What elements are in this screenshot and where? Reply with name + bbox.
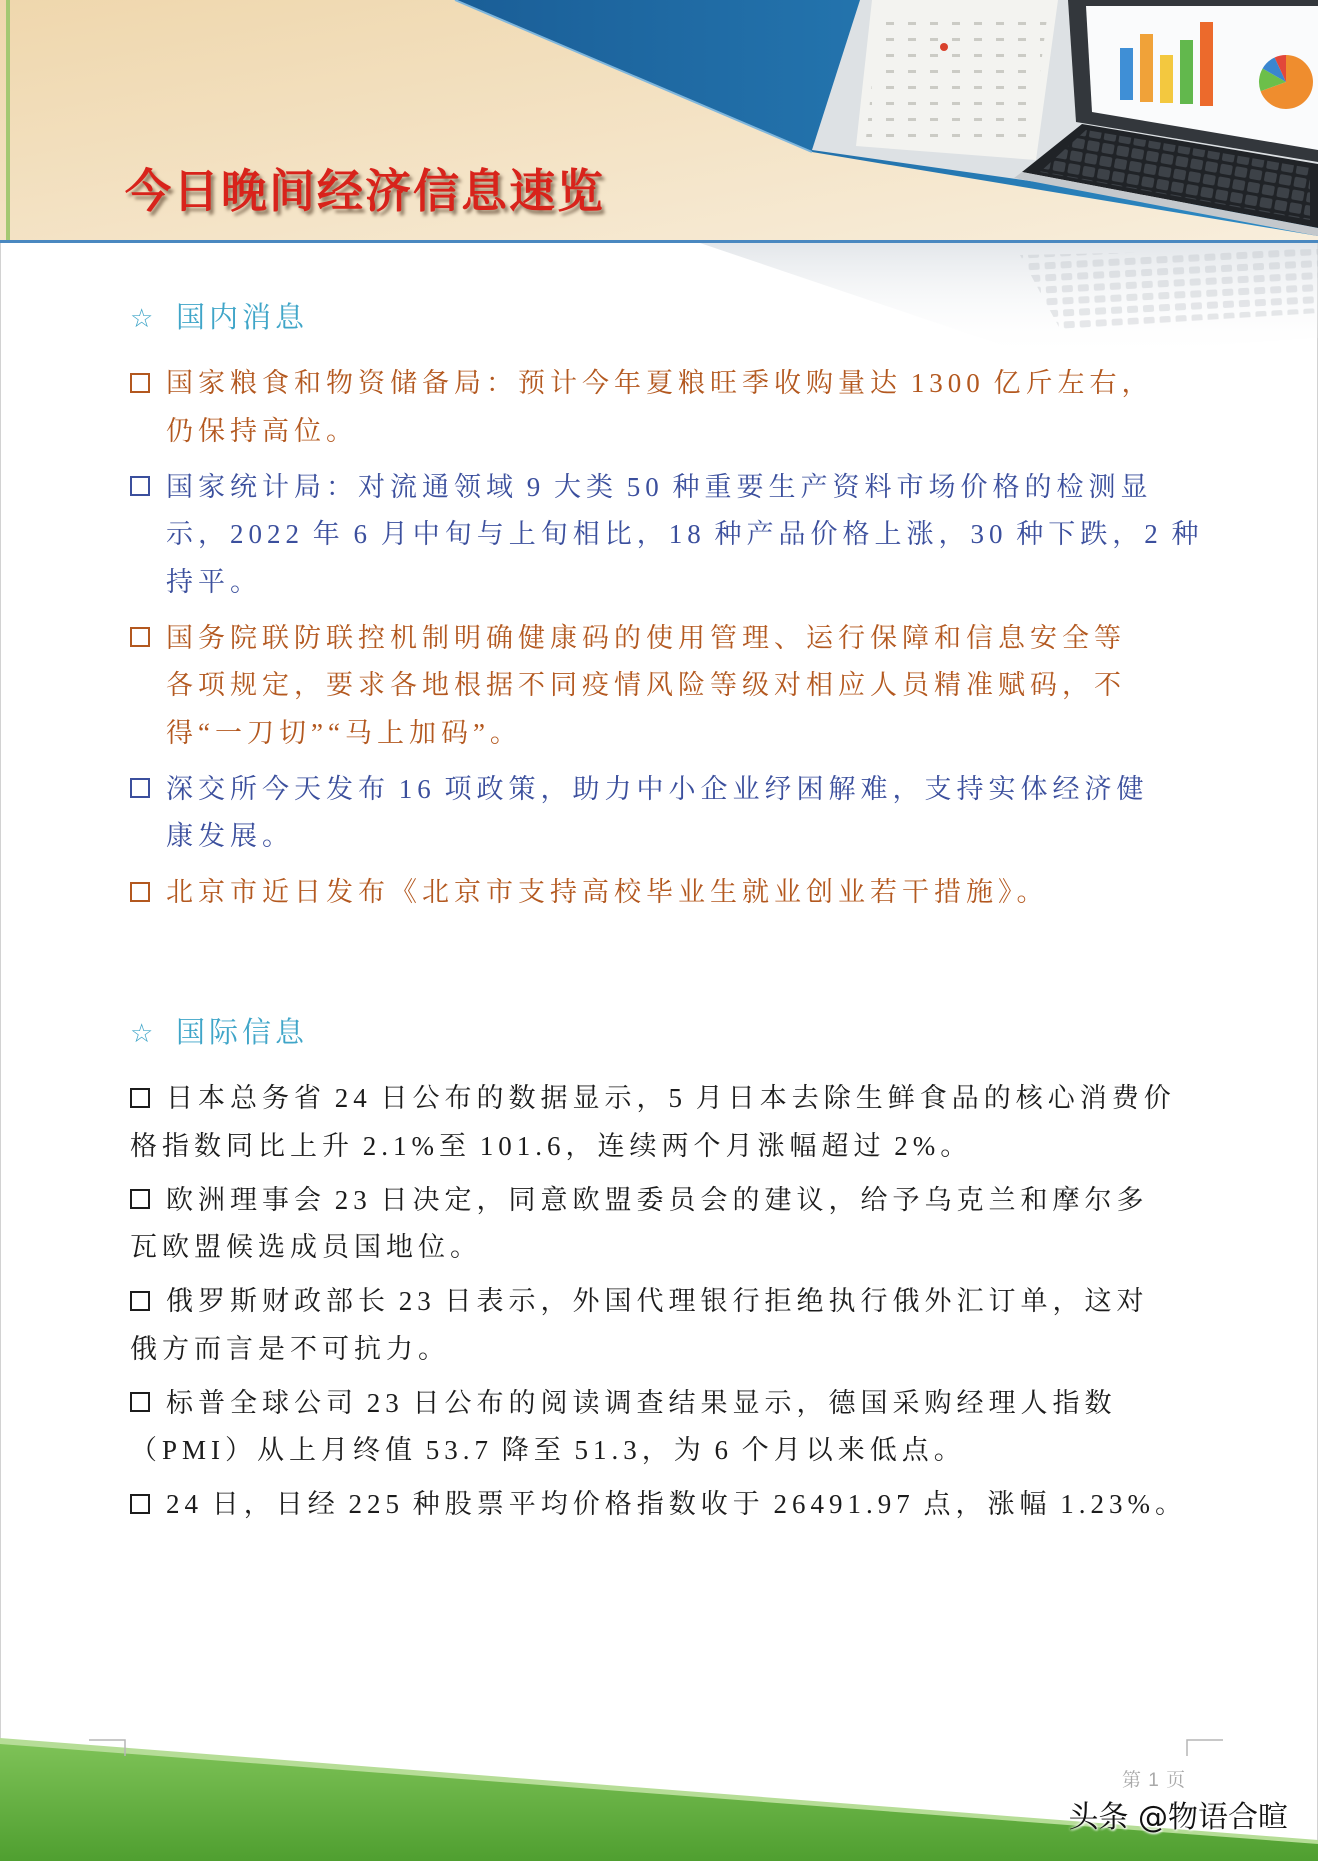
checkbox-square-icon bbox=[130, 627, 150, 647]
news-item-line bbox=[130, 1326, 1250, 1374]
news-item-line bbox=[130, 1177, 1250, 1225]
domestic-news-item bbox=[130, 360, 1250, 455]
news-item-text: 瓦欧盟候选成员国地位。 bbox=[130, 1232, 482, 1262]
news-item-text: 国家统计局：对流通领域 9 大类 50 种重要生产资料市场价格的检测显 bbox=[166, 471, 1153, 502]
checkbox-square-icon bbox=[130, 373, 150, 393]
news-item-text: 持平。 bbox=[166, 566, 262, 597]
news-item-text: 标普全球公司 23 日公布的阅读调查结果显示，德国采购经理人指数 bbox=[166, 1387, 1117, 1418]
news-item-line bbox=[130, 766, 1250, 814]
checkbox-square-icon bbox=[130, 882, 150, 902]
page-number: 第 1 页 bbox=[1122, 1770, 1187, 1791]
checkbox-square-icon bbox=[130, 476, 150, 496]
news-item-text: 仍保持高位。 bbox=[166, 415, 358, 446]
news-item-line bbox=[130, 1123, 1250, 1171]
news-item-line bbox=[130, 559, 1250, 607]
checkbox-square-icon bbox=[130, 1291, 150, 1311]
international-news-item bbox=[130, 1380, 1250, 1475]
checkbox-square-icon bbox=[130, 778, 150, 798]
international-news-item bbox=[130, 1177, 1250, 1272]
news-item-line bbox=[130, 464, 1250, 512]
checkbox-square-icon bbox=[130, 1189, 150, 1209]
domestic-news-item bbox=[130, 464, 1250, 607]
watermark: 头条 @物语合暄 bbox=[1068, 1800, 1288, 1835]
news-item-line bbox=[130, 869, 1250, 917]
news-item-line bbox=[130, 1224, 1250, 1272]
international-news-section bbox=[130, 1005, 1250, 1535]
domestic-news-section bbox=[130, 290, 1250, 925]
news-item-text: 北京市近日发布《北京市支持高校毕业生就业创业若干措施》。 bbox=[166, 877, 1049, 907]
news-item-line bbox=[130, 1380, 1250, 1428]
section-heading-text: 国内消息 bbox=[176, 302, 309, 334]
section-heading bbox=[130, 290, 1250, 346]
news-item-text: 各项规定，要求各地根据不同疫情风险等级对相应人员精准赋码，不 bbox=[166, 670, 1126, 700]
news-item-line bbox=[130, 408, 1250, 456]
checkbox-square-icon bbox=[130, 1392, 150, 1412]
checkbox-square-icon bbox=[130, 1494, 150, 1514]
international-news-item bbox=[130, 1278, 1250, 1373]
section-heading-text: 国际信息 bbox=[176, 1017, 309, 1049]
news-item-text: 康发展。 bbox=[166, 821, 294, 851]
news-item-text: 日本总务省 24 日公布的数据显示，5 月日本去除生鲜食品的核心消费价 bbox=[166, 1083, 1176, 1113]
section-heading bbox=[130, 1005, 1250, 1061]
domestic-news-list bbox=[130, 360, 1250, 917]
news-item-line bbox=[130, 1427, 1250, 1475]
news-item-text: 24 日，日经 225 种股票平均价格指数收于 26491.97 点，涨幅 1.23%。 bbox=[166, 1489, 1187, 1519]
news-item-line bbox=[130, 511, 1250, 559]
news-item-line bbox=[130, 1278, 1250, 1326]
news-item-line bbox=[130, 1075, 1250, 1123]
news-item-text: 深交所今天发布 16 项政策，助力中小企业纾困解难，支持实体经济健 bbox=[166, 773, 1149, 804]
news-item-text: 格指数同比上升 2.1%至 101.6，连续两个月涨幅超过 2%。 bbox=[130, 1130, 973, 1161]
news-item-line bbox=[130, 710, 1250, 758]
page-title: 今日晚间经济信息速览 bbox=[125, 164, 605, 218]
international-news-list bbox=[130, 1075, 1250, 1529]
crop-marks bbox=[89, 1740, 1223, 1756]
footer-green-band bbox=[0, 1700, 1318, 1861]
news-item-text: 国家粮食和物资储备局：预计今年夏粮旺季收购量达 1300 亿斤左右， bbox=[166, 368, 1154, 398]
banner-left-rule bbox=[6, 0, 10, 243]
domestic-news-item bbox=[130, 869, 1250, 917]
news-item-line bbox=[130, 662, 1250, 710]
news-item-text: 欧洲理事会 23 日决定，同意欧盟委员会的建议，给予乌克兰和摩尔多 bbox=[166, 1184, 1149, 1215]
news-item-text: 国务院联防联控机制明确健康码的使用管理、运行保障和信息安全等 bbox=[166, 622, 1126, 653]
news-item-text: 俄方而言是不可抗力。 bbox=[130, 1333, 450, 1364]
news-item-text: 得“一刀切”“马上加码”。 bbox=[166, 717, 522, 748]
domestic-news-item bbox=[130, 615, 1250, 758]
news-item-line bbox=[130, 813, 1250, 861]
star-outline-icon bbox=[130, 1006, 176, 1062]
news-item-text: （PMI）从上月终值 53.7 降至 51.3，为 6 个月以来低点。 bbox=[130, 1435, 966, 1465]
news-item-text: 示，2022 年 6 月中旬与上旬相比，18 种产品价格上涨，30 种下跌，2 种 bbox=[166, 519, 1204, 549]
news-item-line bbox=[130, 1481, 1250, 1529]
news-item-line bbox=[130, 360, 1250, 408]
domestic-news-item bbox=[130, 766, 1250, 861]
news-item-text: 俄罗斯财政部长 23 日表示，外国代理银行拒绝执行俄外汇订单，这对 bbox=[166, 1286, 1149, 1316]
news-item-line bbox=[130, 615, 1250, 663]
star-outline-icon bbox=[130, 291, 176, 347]
screen-pie-chart-graphic bbox=[1259, 55, 1313, 109]
checkbox-square-icon bbox=[130, 1088, 150, 1108]
international-news-item bbox=[130, 1481, 1250, 1529]
international-news-item bbox=[130, 1075, 1250, 1170]
